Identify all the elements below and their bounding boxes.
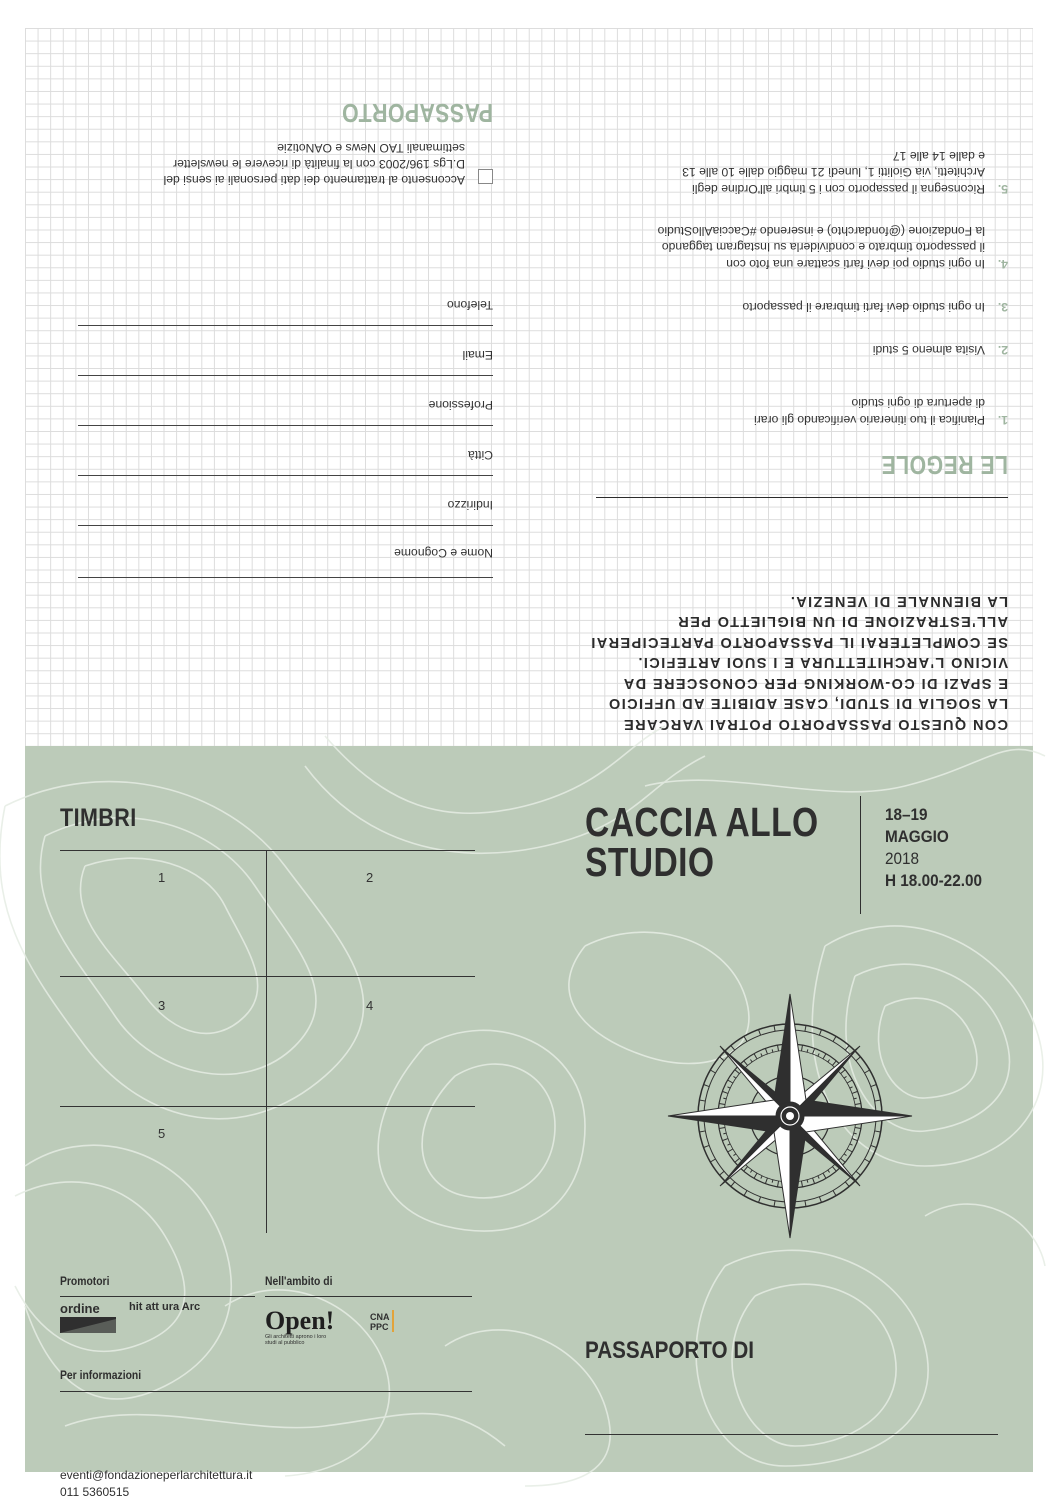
compass-tick: [850, 1144, 853, 1145]
event-days: 18–19: [885, 804, 982, 826]
field-email[interactable]: [78, 348, 493, 362]
rule-number: 5.: [998, 181, 1008, 198]
field-label: Professione: [78, 398, 493, 412]
promoters-label: Promotori: [60, 1276, 109, 1288]
compass-tick: [727, 1087, 730, 1088]
compass-tick: [854, 1133, 857, 1134]
info-label: Per informazioni: [60, 1370, 141, 1382]
event-hours: H 18.00-22.00: [885, 870, 982, 892]
compass-outer-tick: [774, 1201, 775, 1207]
intro-line: LA SOGLIA DI STUDI, CASE ADIBITE AD UFFICIO: [538, 693, 1008, 714]
stamp-grid-row-line: [60, 976, 475, 977]
compass-outer-tick: [864, 1159, 869, 1162]
field-address[interactable]: [78, 498, 493, 512]
rule-line: il passaporto timbrato e condividerla su Instagram taggando: [545, 239, 985, 256]
compass-outer-tick: [720, 1057, 725, 1061]
compass-tick: [772, 1049, 773, 1052]
grid-paper-section: [25, 28, 1033, 746]
compass-tick: [728, 1149, 733, 1152]
compass-tick: [728, 1080, 733, 1083]
compass-tick: [778, 1045, 779, 1051]
compass-tick: [722, 1091, 728, 1093]
field-underline: [78, 325, 493, 326]
field-label: Nome e Cognome: [78, 546, 493, 560]
open-logo-text: Open!: [265, 1308, 334, 1334]
compass-outer-tick: [731, 1046, 735, 1051]
compass-outer-tick: [871, 1145, 877, 1147]
compass-tick: [723, 1133, 726, 1134]
cover-section: [25, 746, 1033, 1472]
compass-tick: [750, 1170, 752, 1172]
compass-tick: [719, 1127, 725, 1128]
promoters-divider: [60, 1296, 255, 1297]
compass-tick: [855, 1127, 861, 1128]
compass-tick: [735, 1158, 740, 1162]
compass-tick: [733, 1076, 735, 1078]
compass-tick: [778, 1181, 779, 1187]
compass-outer-tick: [759, 1030, 761, 1036]
compass-tick: [844, 1154, 846, 1156]
field-underline: [78, 525, 493, 526]
field-underline: [78, 375, 493, 376]
rule-number: 4.: [998, 256, 1008, 273]
compass-tick: [719, 1104, 725, 1105]
rules-title: LE REGOLE: [881, 449, 1008, 480]
rule-number: 2.: [998, 342, 1008, 359]
contact-phone: 011 5360515: [60, 1485, 129, 1499]
compass-tick: [854, 1098, 857, 1099]
compass-tick: [754, 1054, 757, 1059]
compass-tick: [823, 1173, 826, 1178]
compass-outer-tick: [871, 1085, 877, 1087]
rule-line: la Fondazione (@fondarchto) e inserendo #CacciaAlloStudio: [545, 223, 985, 240]
rule-line: In ogni studio poi devi farti scattare una foto con: [545, 256, 985, 273]
event-date-block: [885, 804, 993, 892]
rule-text: [545, 148, 985, 198]
passport-owner-title: PASSAPORTO DI: [585, 1337, 754, 1365]
compass-rose-icon: [665, 991, 915, 1241]
rule-text: [545, 299, 985, 316]
intro-paragraph: [538, 591, 1008, 735]
compass-tick: [847, 1080, 852, 1083]
compass-outer-tick: [699, 1131, 705, 1132]
intro-line: CON QUESTO PASSAPORTO POTRAI VARCARE: [538, 714, 1008, 735]
fondazione-logo-text: hit att ura Arc: [129, 1302, 219, 1313]
compass-tick: [852, 1091, 858, 1093]
consent-checkbox[interactable]: [478, 169, 493, 184]
compass-outer-tick: [833, 1190, 836, 1195]
field-phone[interactable]: [78, 298, 493, 312]
ordine-logo-text: ordine: [60, 1302, 124, 1315]
compass-tick: [841, 1158, 846, 1162]
intro-divider: [596, 497, 1008, 498]
rule-line: Architetti, via Giolitti 1, lunedì 21 maggio dalle 10 alle 13: [545, 164, 985, 181]
compass-outer-tick: [699, 1100, 705, 1101]
compass-outer-tick: [720, 1171, 725, 1175]
field-city[interactable]: [78, 448, 493, 462]
stamp-grid-vertical-line: [266, 850, 267, 1233]
event-title-line: STUDIO: [585, 842, 819, 882]
info-divider: [60, 1391, 472, 1392]
compass-tick: [844, 1076, 846, 1078]
cnappc-logo-bar: [392, 1310, 394, 1332]
rule-text: [545, 395, 985, 428]
compass-outer-tick: [833, 1036, 836, 1041]
compass-outer-tick: [731, 1182, 735, 1187]
field-underline: [78, 475, 493, 476]
stamp-slot-number: 2: [366, 870, 373, 885]
field-underline: [78, 577, 493, 578]
stamp-slot-number: 3: [158, 998, 165, 1013]
intro-line: E SPAZI DI CO-WORKING PER CONOSCERE DA: [538, 673, 1008, 694]
intro-line: SE COMPLETERAI IL PASSAPORTO PARTECIPERAI: [538, 632, 1008, 653]
ordine-architetti-logo: [60, 1302, 124, 1336]
compass-tick: [761, 1053, 762, 1056]
compass-tick: [841, 1070, 846, 1074]
field-label: Città: [78, 448, 493, 462]
compass-tick: [722, 1139, 728, 1141]
compass-outer-tick: [744, 1190, 747, 1195]
compass-tick: [765, 1048, 767, 1054]
context-divider: [265, 1296, 472, 1297]
consent-line: Acconsento al trattamento dei dati personali ai sensi del: [55, 172, 465, 188]
stamp-slot-number: 4: [366, 998, 373, 1013]
compass-tick: [772, 1180, 773, 1183]
consent-text: [55, 140, 465, 188]
compass-outer-tick: [759, 1197, 761, 1203]
fondazione-architettura-logo: [129, 1302, 219, 1336]
passport-owner-line[interactable]: [585, 1434, 998, 1435]
field-name[interactable]: [78, 546, 493, 560]
event-divider: [860, 796, 861, 914]
event-title: [585, 802, 819, 882]
compass-outer-tick: [819, 1197, 821, 1203]
stamp-grid: [60, 850, 475, 1235]
compass-tick: [727, 1144, 730, 1145]
rule-text: [545, 223, 985, 273]
compass-tick: [823, 1054, 826, 1059]
compass-outer-tick: [856, 1171, 861, 1175]
compass-tick: [733, 1154, 735, 1156]
compass-outer-tick: [845, 1182, 849, 1187]
upside-down-content: [25, 28, 1033, 746]
rule-line: di apertura di ogni studio: [545, 395, 985, 412]
compass-outer-tick: [710, 1070, 715, 1073]
compass-outer-tick: [875, 1100, 881, 1101]
compass-tick: [735, 1070, 740, 1074]
compass-tick: [750, 1059, 752, 1061]
compass-outer-tick: [875, 1131, 881, 1132]
compass-outer-tick: [744, 1036, 747, 1041]
passport-form-title: PASSAPORTO: [342, 97, 493, 128]
open-logo-subtitle: Gli architetti aprono i loro studi al pubblico: [265, 1334, 335, 1346]
contact-email[interactable]: eventi@fondazioneperlarchitettura.it: [60, 1468, 252, 1482]
rule-line: Riconsegna il passaporto con i 5 timbri all'Ordine degli: [545, 181, 985, 198]
stamp-slot-number: 5: [158, 1126, 165, 1141]
context-label: Nell'ambito di: [265, 1276, 332, 1288]
event-title-line: CACCIA ALLO: [585, 802, 819, 842]
compass-outer-tick: [805, 1025, 806, 1031]
rule-number: 1.: [998, 412, 1008, 429]
intro-line: LA BIENNALE DI VENEZIA.: [538, 591, 1008, 612]
compass-outer-tick: [856, 1057, 861, 1061]
cnappc-logo-text: CNA PPC: [370, 1312, 390, 1332]
compass-outer-tick: [704, 1085, 710, 1087]
compass-tick: [852, 1139, 858, 1141]
compass-tick: [832, 1061, 836, 1066]
field-label: Email: [78, 348, 493, 362]
stamp-grid-row-line: [60, 1106, 475, 1107]
compass-outer-tick: [864, 1070, 869, 1073]
intro-line: VICINO L'ARCHITETTURA E I SUOI ARTEFICI.: [538, 652, 1008, 673]
compass-tick: [754, 1173, 757, 1178]
compass-tick: [818, 1176, 819, 1179]
consent-line: settimanali TAO News e OANotizie: [55, 140, 465, 156]
compass-tick: [813, 1048, 815, 1054]
compass-tick: [847, 1149, 852, 1152]
rule-line: Pianifica il tuo itinerario verificando gli orari: [545, 412, 985, 429]
compass-tick: [801, 1045, 802, 1051]
compass-tick: [744, 1061, 748, 1066]
compass-tick: [818, 1053, 819, 1056]
field-profession[interactable]: [78, 398, 493, 412]
event-month: MAGGIO: [885, 826, 982, 848]
compass-tick: [828, 1170, 830, 1172]
compass-outer-tick: [710, 1159, 715, 1162]
rule-text: [545, 342, 985, 359]
compass-tick: [832, 1167, 836, 1172]
compass-outer-tick: [704, 1145, 710, 1147]
compass-outer-tick: [805, 1201, 806, 1207]
consent-line: D.Lgs 196/2003 con la finalità di ricevere le newsletter: [55, 156, 465, 172]
compass-tick: [723, 1098, 726, 1099]
compass-tick: [807, 1180, 808, 1183]
intro-line: ALL'ESTRAZIONE DI UN BIGLIETTO PER: [538, 611, 1008, 632]
compass-tick: [761, 1176, 762, 1179]
stamps-title: TIMBRI: [60, 804, 137, 833]
rule-line: Visita almeno 5 studi: [545, 342, 985, 359]
rule-number: 3.: [998, 299, 1008, 316]
ordine-logo-mark: [60, 1317, 116, 1333]
compass-tick: [765, 1178, 767, 1184]
compass-tick: [801, 1181, 802, 1187]
compass-outer-tick: [819, 1030, 821, 1036]
stamp-slot-number: 1: [158, 870, 165, 885]
rule-line: e dalle 14 alle 17: [545, 148, 985, 165]
compass-tick: [813, 1178, 815, 1184]
field-underline: [78, 425, 493, 426]
rule-line: In ogni studio devi farti timbrare il passaporto: [545, 299, 985, 316]
field-label: Telefono: [78, 298, 493, 312]
compass-tick: [855, 1104, 861, 1105]
compass-outer-tick: [774, 1025, 775, 1031]
open-logo: [265, 1308, 435, 1346]
stamp-grid-top-line: [60, 850, 475, 851]
field-label: Indirizzo: [78, 498, 493, 512]
compass-tick: [807, 1049, 808, 1052]
event-year: 2018: [885, 848, 982, 870]
compass-tick: [828, 1059, 830, 1061]
compass-tick: [850, 1087, 853, 1088]
compass-outer-tick: [845, 1046, 849, 1051]
compass-tick: [744, 1167, 748, 1172]
